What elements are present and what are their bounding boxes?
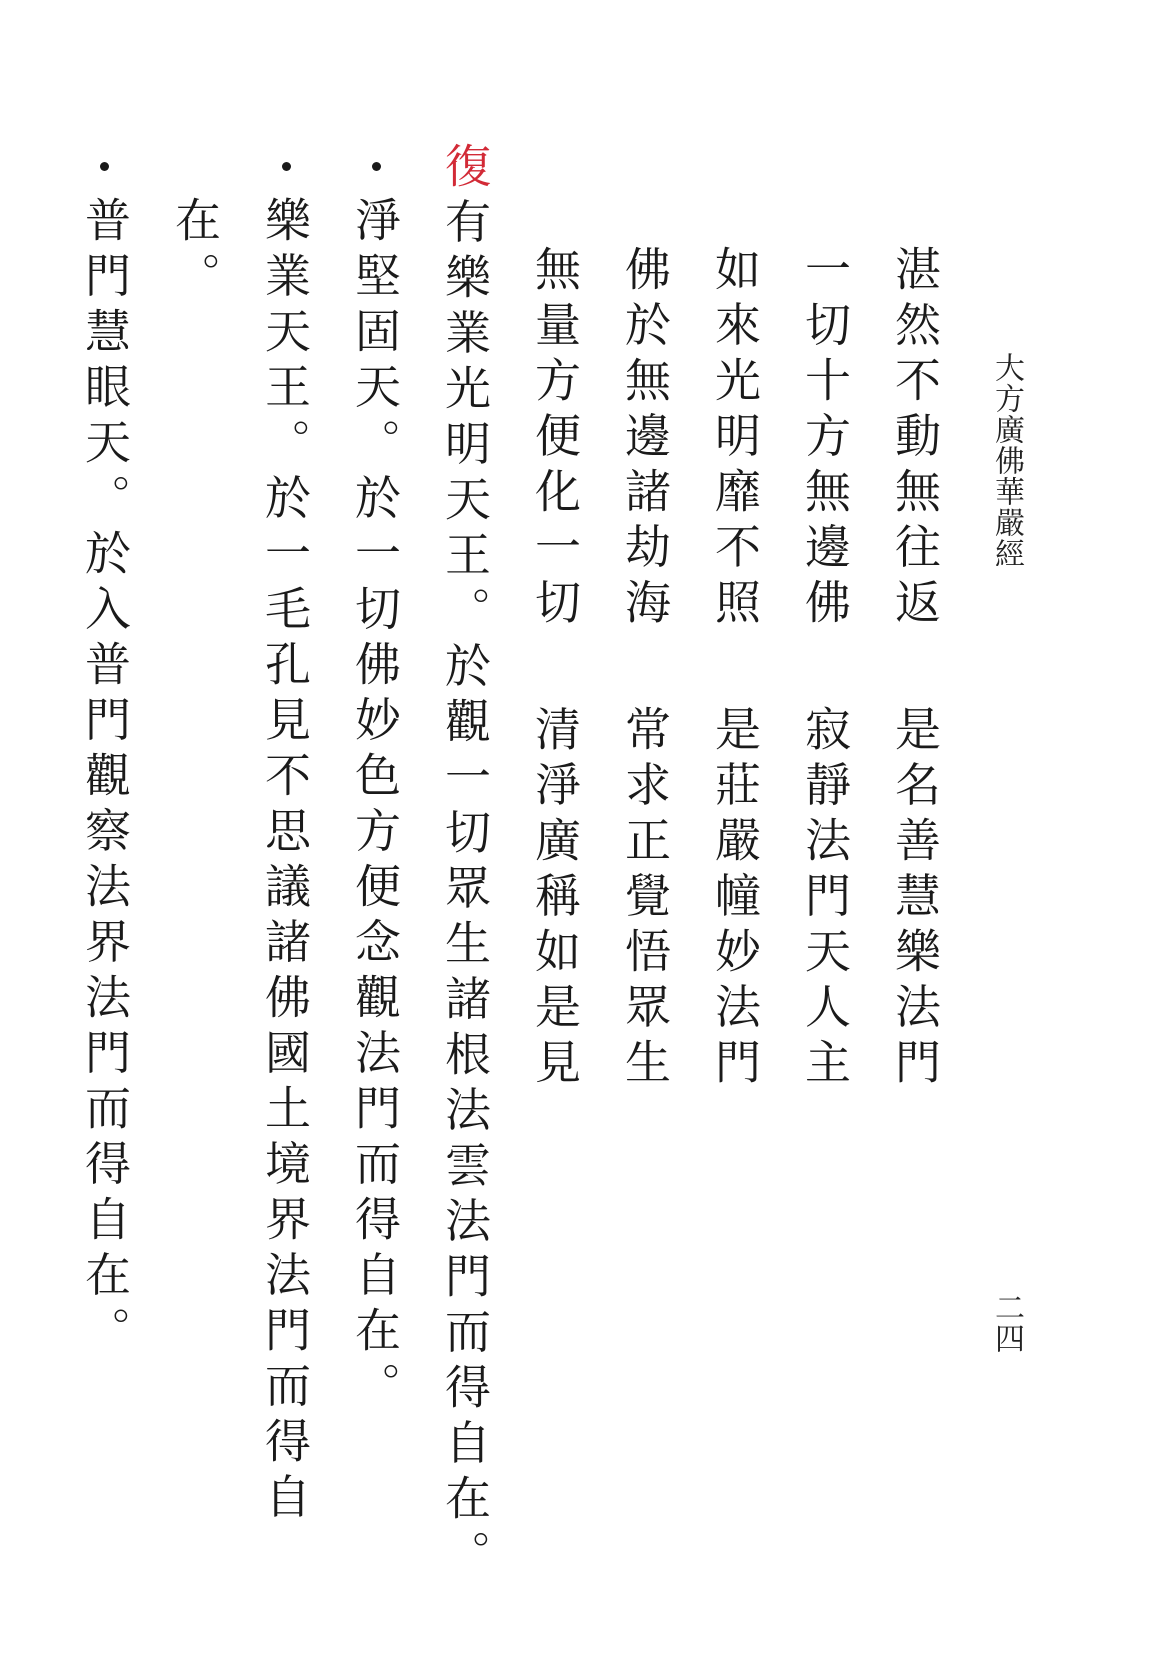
verse-line-5-lower: 清淨廣稱如是見 — [528, 705, 582, 1094]
bullet-icon — [372, 162, 381, 171]
red-initial-character: 復 — [438, 142, 492, 198]
passage-intro — [438, 142, 492, 1585]
verse-line-3-upper: 如來光明靡不照 — [708, 245, 762, 634]
page-number: 二四 — [989, 1292, 1024, 1354]
verse-line-4-lower: 常求正覺悟眾生 — [618, 705, 672, 1094]
verse-line-4-upper: 佛於無邊諸劫海 — [618, 245, 672, 634]
passage-item-1: 淨堅固天。於一切佛妙色方便念觀法門而得自在。 — [348, 196, 402, 1417]
verse-line-1-upper: 湛然不動無往返 — [888, 245, 942, 634]
verse-line-2-upper: 一切十方無邊佛 — [798, 245, 852, 634]
bullet-icon — [100, 162, 109, 171]
verse-line-1-lower: 是名善慧樂法門 — [888, 705, 942, 1094]
passage-item-2: 樂業天王。於一毛孔見不思議諸佛國土境界法門而得自 — [258, 196, 312, 1528]
verse-line-5-upper: 無量方便化一切 — [528, 245, 582, 634]
book-title: 大方廣佛華嚴經 — [989, 352, 1024, 569]
verse-line-3-lower: 是莊嚴幢妙法門 — [708, 705, 762, 1094]
passage-intro-text: 有樂業光明天王。於觀一切眾生諸根法雲法門而得自在。 — [438, 197, 492, 1585]
bullet-icon — [282, 162, 291, 171]
verse-line-2-lower: 寂靜法門天人主 — [798, 705, 852, 1094]
passage-item-2-continued: 在。 — [168, 196, 222, 307]
passage-item-3: 普門慧眼天。於入普門觀察法界法門而得自在。 — [78, 196, 132, 1362]
